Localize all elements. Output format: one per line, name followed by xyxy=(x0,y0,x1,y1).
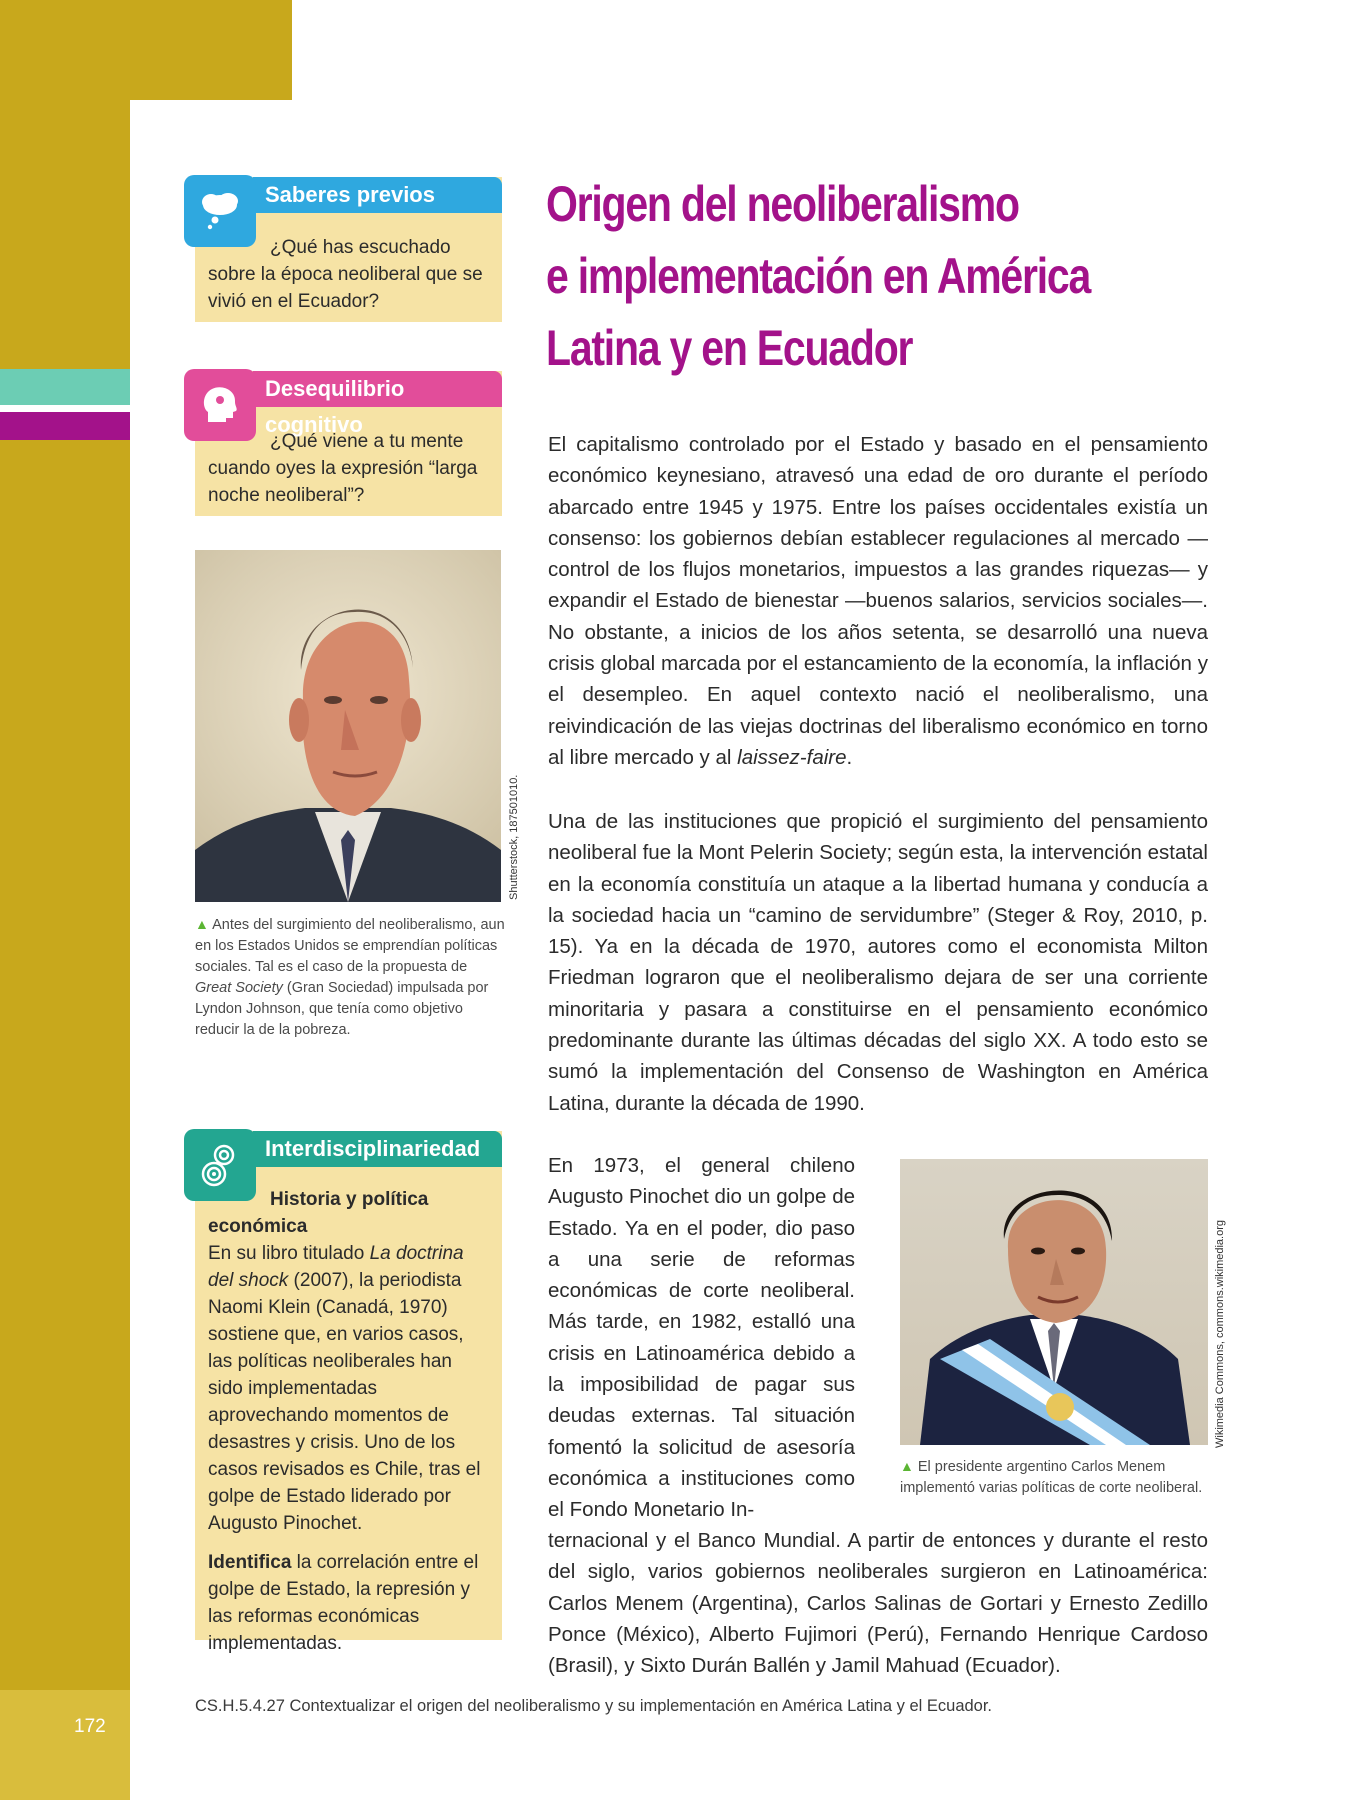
interdisciplinariedad-text: Historia y política económica En su libro titulado La doctrina del shock (2007), la periodista Naomi Klein (Canadá, 1970) sostiene que, en varios casos, las políticas neoliberales han sido implementadas aprovechando momentos de desastres y crisis. Uno de los casos revisados es Chile, tras el golpe de Estado liderado por Augusto Pinochet. Identifica la correlación entre el golpe de Estado, la represión y las reformas económicas implementadas. xyxy=(208,1189,481,1654)
decorative-stripe-teal xyxy=(0,369,130,405)
page-title: Origen del neoliberalismo e implementación en América Latina y en Ecuador xyxy=(546,176,1091,376)
body-paragraph-2: Una de las instituciones que propició el surgimiento del pensamiento neoliberal fue la Mont Pelerin Society; según esta, la intervención estatal en la economía constituía un ataque a la libertad humana y conducía a la sociedad hacia un “camino de servidumbre” (Steger & Roy, 2010, p. 15). Ya en la década de 1970, autores como el economista Milton Friedman lograron que el neoliberalismo dejara de ser una corriente minoritaria y pasara a constituirse en el pensamiento económico predominante durante las últimas décadas del siglo XX. A todo esto se sumó la implementación del Consenso de Washington en América Latina, durante la década de 1990. xyxy=(548,810,1208,1115)
curriculum-footer: CS.H.5.4.27 Contextualizar el origen del neoliberalismo y su implementación en América Latina y el Ecuador. xyxy=(195,1697,993,1715)
body-paragraph-3-end: ternacional y el Banco Mundial. A partir de entonces y durante el resto del siglo, varios gobiernos neoliberales surgieron en Latinoamérica: Carlos Menem (Argentina), Carlos Salinas de Gortari y Ernesto Zedillo Ponce (México), Alberto Fujimori (Perú), Fernando Henrique Cardoso (Brasil), y Sixto Durán Ballén y Jamil Mahuad (Ecuador). xyxy=(548,1529,1208,1678)
decorative-band-bottom xyxy=(0,1690,130,1800)
interdisciplinariedad-title: Interdisciplinariedad xyxy=(253,1131,502,1167)
saberes-previos-title: Saberes previos xyxy=(253,177,502,213)
saberes-previos-box xyxy=(195,177,502,322)
caption-carlos-menem: ▲ El presidente argentino Carlos Menem implementó varias políticas de corte neoliberal. xyxy=(900,1458,1203,1496)
body-paragraph-3-start: En 1973, el general chileno Augusto Pinochet dio un golpe de Estado. Ya en el poder, dio paso a una serie de reformas económicas de corte neoliberal. Más tarde, en 1982, estalló una crisis en Latinoamérica debido a la imposibilidad de pagar sus deudas externas. Tal situación fomentó la solicitud de asesoría económica a instituciones como el Fondo Monetario In- xyxy=(548,1154,855,1522)
decorative-band-left xyxy=(0,0,130,1800)
saberes-previos-text: ¿Qué has escuchado sobre la época neoliberal que se vivió en el Ecuador? xyxy=(208,237,483,312)
decorative-stripe-purple xyxy=(0,412,130,440)
triangle-bullet-icon: ▲ xyxy=(195,916,209,932)
desequilibrio-cognitivo-title: Desequilibrio cognitivo xyxy=(253,371,502,407)
photo-credit-wikimedia: Wikimedia Commons, commons.wikimedia.org xyxy=(1214,1219,1226,1448)
portrait-lyndon-johnson xyxy=(195,550,501,902)
caption-lyndon-johnson: ▲ Antes del surgimiento del neoliberalismo, aun en los Estados Unidos se emprendían políticas sociales. Tal es el caso de la propuesta de Great Society (Gran Sociedad) impulsada por Lyndon Johnson, que tenía como objetivo reducir la de la pobreza. xyxy=(195,916,505,1038)
decorative-stripe-white xyxy=(0,405,130,412)
triangle-bullet-icon: ▲ xyxy=(900,1458,914,1474)
photo-credit-shutterstock: Shutterstock, 187501010. xyxy=(508,774,520,900)
page-number: 172 xyxy=(74,1716,106,1737)
portrait-carlos-menem xyxy=(900,1159,1208,1445)
body-paragraph-1: El capitalismo controlado por el Estado y basado en el pensamiento económico keynesiano, atravesó una edad de oro durante el período abarcado entre 1945 y 1975. Entre los países occidentales existía un consenso: los gobiernos debían establecer regulaciones al mercado —control de los flujos monetarios, impuestos a las grandes riquezas— y expandir el Estado de bienestar —buenos salarios, servicios sociales—. No obstante, a inicios de los años setenta, se desarrolló una nueva crisis global marcada por el estancamiento de la economía, la inflación y el desempleo. En aquel contexto nació el neoliberalismo, una reivindicación de las viejas doctrinas del liberalismo económico en torno al libre mercado y al laissez-faire. xyxy=(548,433,1208,769)
desequilibrio-cognitivo-box xyxy=(195,371,502,516)
interdisciplinariedad-box xyxy=(195,1131,502,1654)
interdisciplinariedad-subtitle: Historia y política xyxy=(270,1189,429,1210)
desequilibrio-cognitivo-text: ¿Qué viene a tu mente cuando oyes la expresión “larga noche neoliberal”? xyxy=(208,431,478,506)
